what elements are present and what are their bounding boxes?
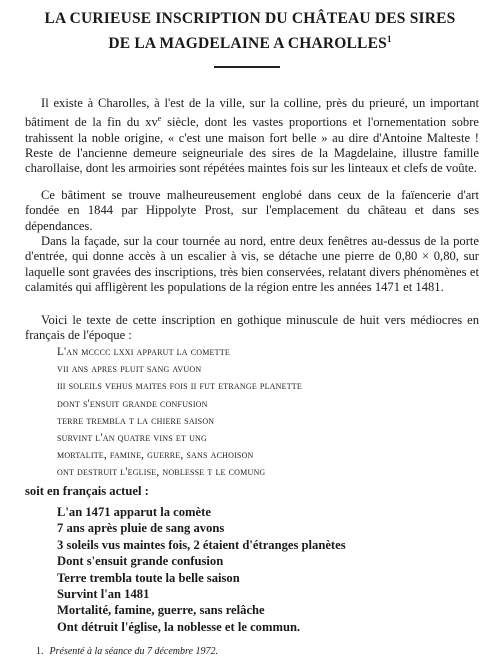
modern-verse: Ont détruit l'église, la noblesse et le commun. <box>57 619 301 634</box>
footnote <box>36 646 218 657</box>
old-verse: dont s'ensuit grande confusion <box>57 397 208 410</box>
footnote-number: 1. <box>36 646 44 657</box>
document-title-line-2: DE LA MAGDELAINE A CHAROLLES$^1$ <box>108 34 392 53</box>
paragraph-2: Ce bâtiment se trouve malheureusement englobé dans ceux de la faïencerie d'art fondée en 1844 par Hippolyte Prost, sur l'emplacement du château et dans ses dépendances. <box>25 188 479 233</box>
old-verse: mortalite, famine, guerre, sans achoison <box>57 449 254 462</box>
modern-french-label: soit en français actuel : <box>25 484 149 498</box>
old-verse: vii ans apres pluit sang avuon <box>57 363 202 376</box>
old-verse: L'an mcccc lxxi apparut la comette <box>57 346 230 358</box>
paragraph-3: Dans la façade, sur la cour tournée au nord, entre deux fenêtres au-dessus de la porte d'entrée, qui donne accès à un escalier à vis, se détache une pierre de 0,80 × 0,80, sur laquelle sont gravées des inscriptions, très bien conservées, relatant divers phénomènes et calamités qui affligèrent les populations de la région entre les années 1471 et 1481. <box>25 234 479 294</box>
old-verse: terre trembla t la chiere saison <box>57 414 215 427</box>
paragraph-1: Il existe à Charolles, à l'est de la ville, sur la colline, près du prieuré, un important bâtiment de la fin du $xv^e$ siècle, dont les vastes proportions et l'ornementation sobre trahissent la noble origine, « c'est une maison fort belle » au dire d'Antoine Malteste ! Reste de l'ancienne demeure seigneuriale des sires de la Magdelaine, illustre famille charollaise, dont les armoiries sont répétées maintes fois sur les linteaux et clefs de voûte. <box>25 96 479 176</box>
modern-verse: 7 ans après pluie de sang avons <box>57 521 225 536</box>
modern-verse: Terre trembla toute la belle saison <box>57 570 240 585</box>
modern-verse: Mortalité, famine, guerre, sans relâche <box>57 603 265 618</box>
old-french-inscription <box>57 344 477 482</box>
footnote-text: Présenté à la séance du 7 décembre 1972. <box>49 646 218 657</box>
document-title-line-1: LA CURIEUSE INSCRIPTION DU CHÂTEAU DES SIRES <box>44 10 456 27</box>
old-verse: iii soleils vehus maites fois ii fut etrange planette <box>57 380 302 393</box>
modern-verse: L'an 1471 apparut la comète <box>57 505 211 519</box>
old-verse: ont destruit l'eglise, noblesse t le comung <box>57 466 266 479</box>
modern-verse: Dont s'ensuit grande confusion <box>57 554 224 569</box>
modern-french-translation <box>57 504 477 635</box>
modern-verse: Survint l'an 1481 <box>57 587 150 602</box>
paragraph-4: Voici le texte de cette inscription en gothique minuscule de huit vers médiocres en français de l'époque : <box>25 313 479 343</box>
modern-verse: 3 soleils vus maintes fois, 2 étaient d'étranges planètes <box>57 537 346 552</box>
footnote-marker: 1 <box>386 34 392 44</box>
old-verse: survint l'an quatre vins et ung <box>57 432 207 445</box>
title-separator <box>214 66 280 68</box>
